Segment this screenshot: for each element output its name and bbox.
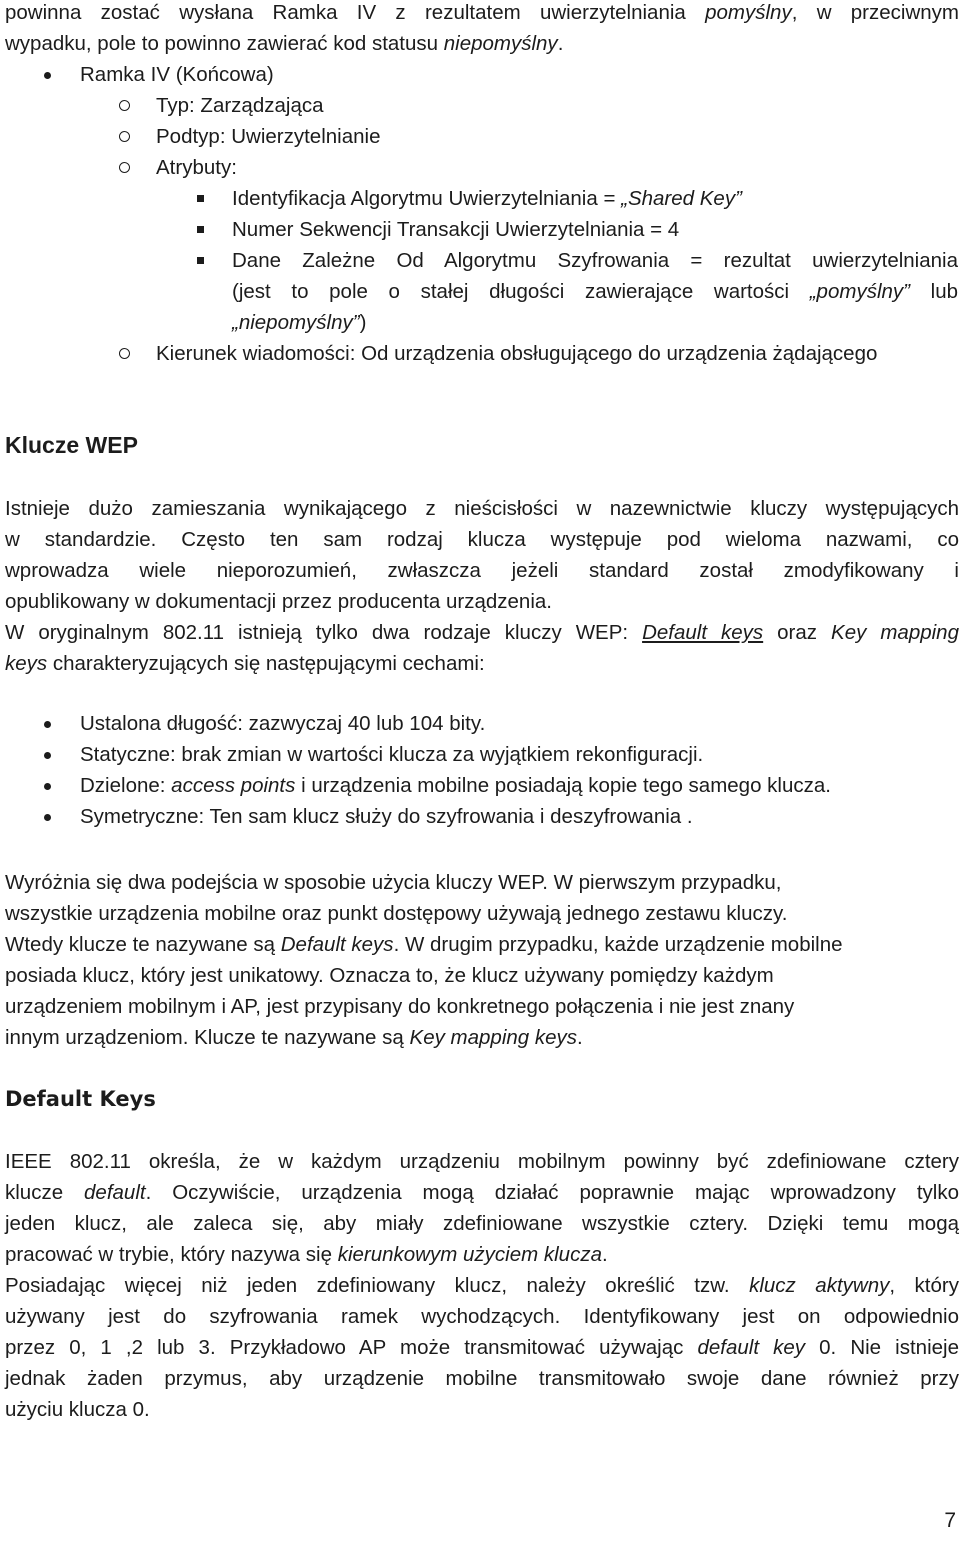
bullet-icon <box>44 814 51 821</box>
bullet-icon <box>44 721 51 728</box>
bullet-icon <box>44 783 51 790</box>
text-line: jednak żaden przymus, aby urządzenie mobilne transmitowało swoje dane również przy <box>5 1367 959 1390</box>
attribute-item: Identyfikacja Algorytmu Uwierzytelniania = „Shared Key” <box>232 187 742 210</box>
text-line: Wtedy klucze te nazywane są Default keys. W drugim przypadku, każde urządzenie mobilne <box>5 933 843 956</box>
text-line: IEEE 802.11 określa, że w każdym urządzeniu mobilnym powinny być zdefiniowane cztery <box>5 1150 959 1173</box>
circle-bullet-icon <box>119 100 130 111</box>
text-line: „niepomyślny”) <box>232 311 367 334</box>
frame-title: Ramka IV (Końcowa) <box>80 63 274 86</box>
text-line: wszystkie urządzenia mobilne oraz punkt dostępowy używają jednego zestawu kluczy. <box>5 902 788 925</box>
text-line: powinna zostać wysłana Ramka IV z rezultatem uwierzytelniania pomyślny, w przeciwnym <box>5 1 959 24</box>
section-heading: Default Keys <box>5 1087 156 1111</box>
bullet-icon <box>44 752 51 759</box>
text-line: jeden klucz, ale zaleca się, aby miały zdefiniowane wszystkie cztery. Dzięki temu mogą <box>5 1212 959 1235</box>
circle-bullet-icon <box>119 348 130 359</box>
text-line: używany jest do szyfrowania ramek wychodzących. Identyfikowany jest on odpowiednio <box>5 1305 959 1328</box>
text-line: Posiadając więcej niż jeden zdefiniowany klucz, należy określić tzw. klucz aktywny, który <box>5 1274 959 1297</box>
text-line: urządzeniem mobilnym i AP, jest przypisany do konkretnego połączenia i nie jest znany <box>5 995 795 1018</box>
list-item: Statyczne: brak zmian w wartości klucza za wyjątkiem rekonfiguracji. <box>80 743 704 766</box>
text-line: opublikowany w dokumentacji przez producenta urządzenia. <box>5 590 552 613</box>
text-line: keys charakteryzujących się następującymi cechami: <box>5 652 485 675</box>
text-line: klucze default. Oczywiście, urządzenia mogą działać poprawnie mając wprowadzony tylko <box>5 1181 959 1204</box>
text-line: pracować w trybie, który nazywa się kierunkowym użyciem klucza. <box>5 1243 608 1266</box>
circle-bullet-icon <box>119 131 130 142</box>
circle-bullet-icon <box>119 162 130 173</box>
list-item: Ustalona długość: zazwyczaj 40 lub 104 bity. <box>80 712 486 735</box>
square-bullet-icon <box>197 195 204 202</box>
square-bullet-icon <box>197 226 204 233</box>
page-number: 7 <box>944 1509 956 1532</box>
frame-subtype: Podtyp: Uwierzytelnianie <box>156 125 381 148</box>
square-bullet-icon <box>197 257 204 264</box>
text-line: (jest to pole o stałej długości zawierające wartości „pomyślny” lub <box>232 280 958 303</box>
text-line: Wyróżnia się dwa podejścia w sposobie użycia kluczy WEP. W pierwszym przypadku, <box>5 871 782 894</box>
attribute-item: Dane Zależne Od Algorytmu Szyfrowania = rezultat uwierzytelniania <box>232 249 958 272</box>
text-line: przez 0, 1 ,2 lub 3. Przykładowo AP może transmitować używając default key 0. Nie istnieje <box>5 1336 959 1359</box>
text-line: innym urządzeniom. Klucze te nazywane są Key mapping keys. <box>5 1026 583 1049</box>
text-line: wypadku, pole to powinno zawierać kod statusu niepomyślny. <box>5 32 564 55</box>
message-direction: Kierunek wiadomości: Od urządzenia obsługującego do urządzenia żądającego <box>156 342 878 365</box>
list-item: Symetryczne: Ten sam klucz służy do szyfrowania i deszyfrowania . <box>80 805 693 828</box>
text-line: Istnieje dużo zamieszania wynikającego z nieścisłości w nazewnictwie kluczy występujących <box>5 497 959 520</box>
text-line: W oryginalnym 802.11 istnieją tylko dwa rodzaje kluczy WEP: Default keys oraz Key mapping <box>5 621 959 644</box>
attribute-item: Numer Sekwencji Transakcji Uwierzytelniania = 4 <box>232 218 680 241</box>
text-line: użyciu klucza 0. <box>5 1398 150 1421</box>
frame-type: Typ: Zarządzająca <box>156 94 324 117</box>
text-line: wprowadza wiele nieporozumień, zwłaszcza jeżeli standard został zmodyfikowany i <box>5 559 959 582</box>
text-line: posiada klucz, który jest unikatowy. Oznacza to, że klucz używany pomiędzy każdym <box>5 964 774 987</box>
section-heading: Klucze WEP <box>5 432 138 458</box>
frame-attributes: Atrybuty: <box>156 156 237 179</box>
text-line: w standardzie. Często ten sam rodzaj klucza występuje pod wieloma nazwami, co <box>5 528 959 551</box>
list-item: Dzielone: access points i urządzenia mobilne posiadają kopie tego samego klucza. <box>80 774 831 797</box>
bullet-icon <box>44 72 51 79</box>
